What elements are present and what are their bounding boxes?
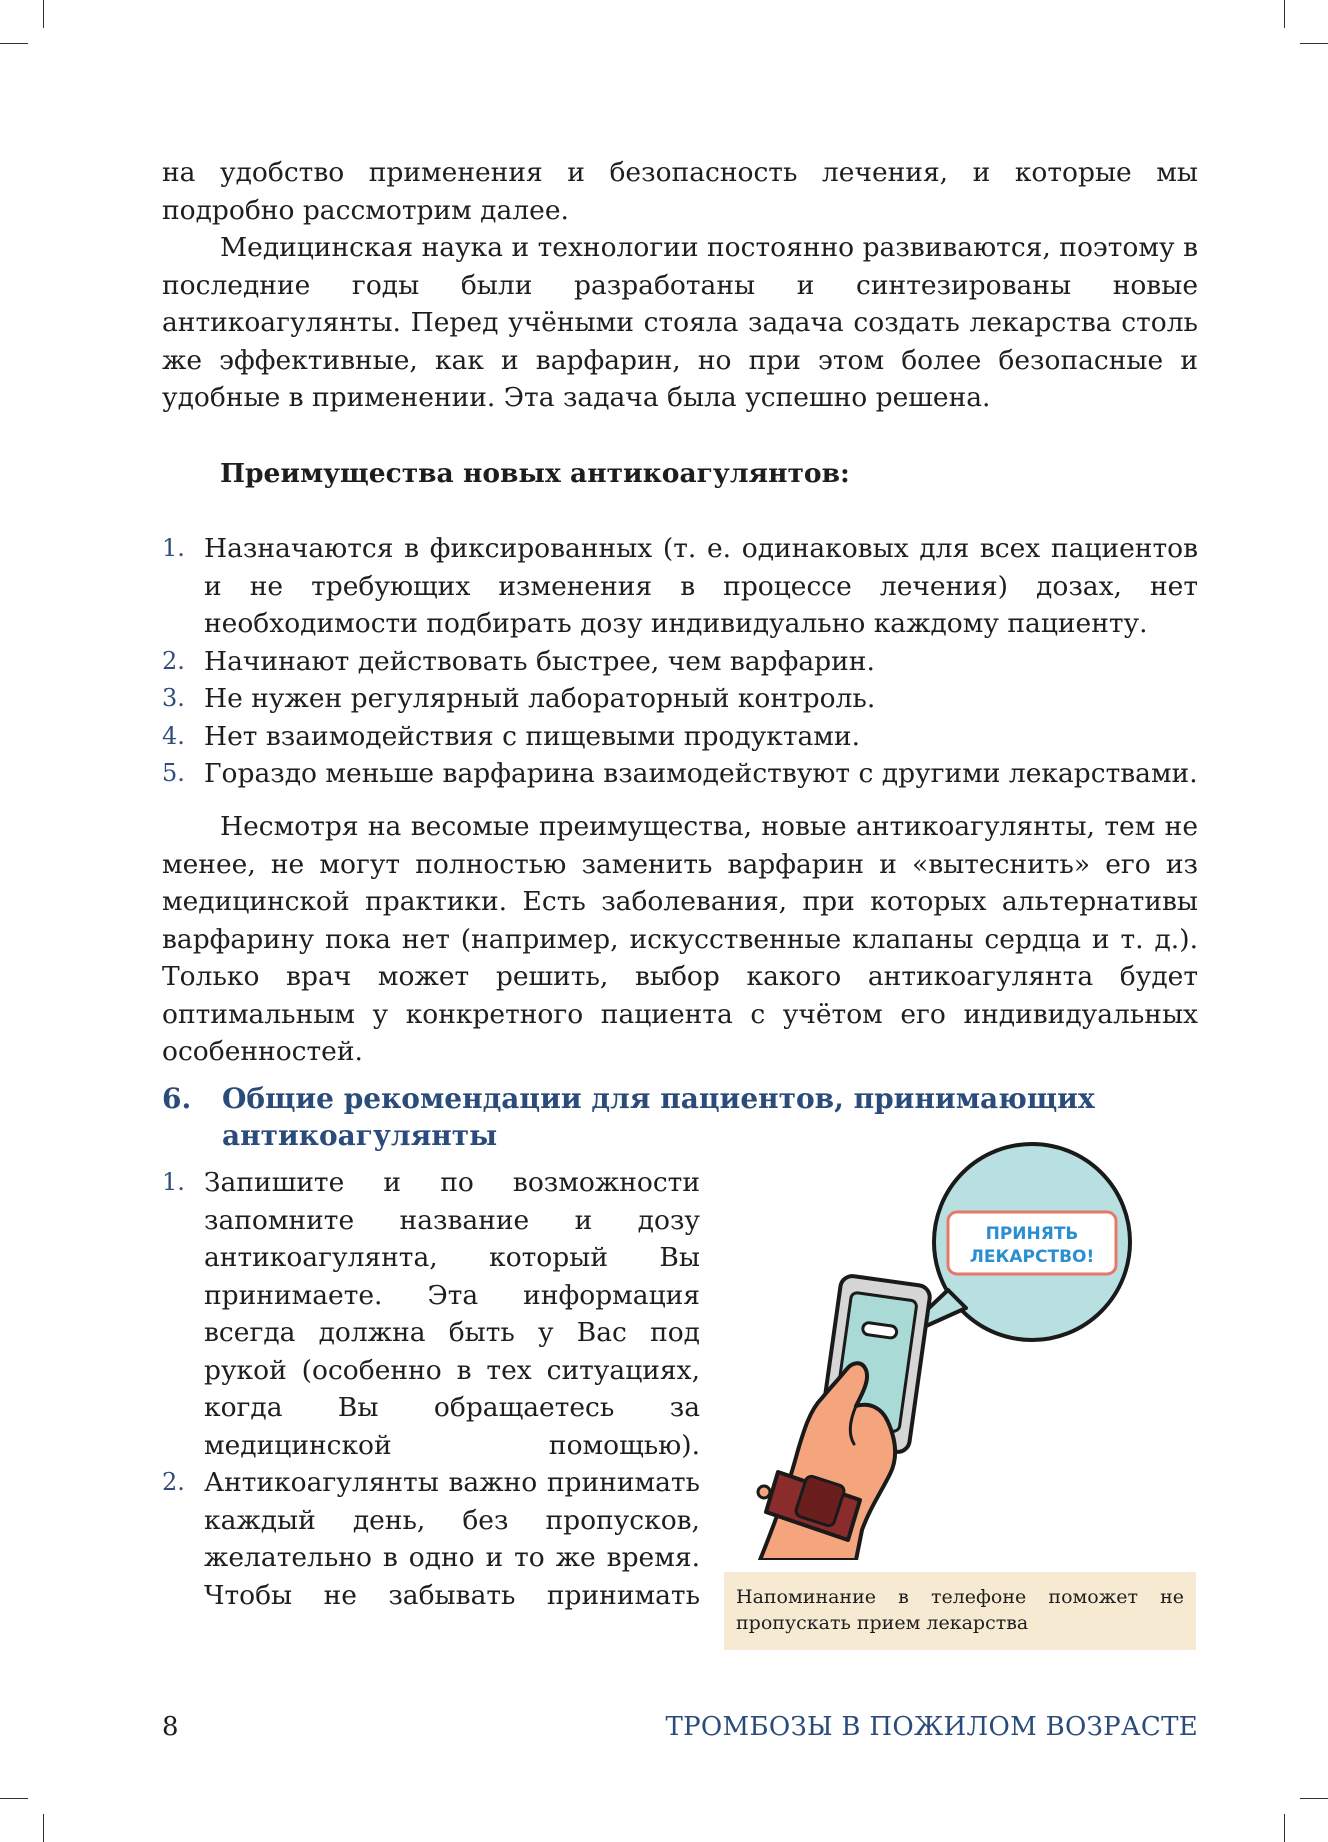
list-number: 3. — [162, 684, 185, 712]
list-item-text: Гораздо меньше варфарина взаимодействуют с другими лекарствами. — [204, 758, 1198, 789]
running-footer-title: ТРОМБОЗЫ В ПОЖИЛОМ ВОЗРАСТЕ — [665, 1712, 1198, 1742]
list-item — [162, 718, 1198, 756]
intro-paragraph-1: на удобство применения и безопасность лечения, и которые мы подробно рассмотрим далее. — [162, 157, 1198, 226]
list-item-text: Начинают действовать быстрее, чем варфарин. — [204, 645, 875, 677]
list-number: 4. — [162, 721, 185, 750]
list-item — [162, 680, 1198, 718]
list-item-text-end: помощью). — [548, 1429, 700, 1461]
closing-paragraph: Несмотря на весомые преимущества, новые антикоагулянты, тем не менее, не могут полностью заменить варфарин и «вытеснить» его из медицинской практики. Есть заболевания, при которых альтернативы варфарину пока нет (например, искусственные клапаны сердца и т. д.). Только врач может решить, выбор какого антикоагулянта будет оптимальным у конкретного пациента с учётом его индивидуальных особенностей. — [162, 811, 1198, 1067]
list-item — [162, 643, 1198, 681]
list-item-text: Назначаются в фиксированных (т. е. одинаковых для всех пациентов и не требующих изменения в процессе лечения) дозах, нет необходимости подбирать дозу индивидуально каждому пациенту. — [204, 533, 1198, 639]
intro-paragraph-2: Медицинская наука и технологии постоянно развиваются, поэтому в последние годы были разработаны и синтезированы новые антикоагулянты. Перед учёными стояла задача создать лекарства столь же эффективные, как и варфарин, но при этом более безопасные и удобные в применении. Эта задача была успешно решена. — [162, 232, 1198, 413]
list-item-text: Не нужен регулярный лабораторный контроль. — [204, 683, 876, 714]
phone-reminder-illustration — [720, 1140, 1200, 1560]
watch-clasp — [758, 1486, 770, 1498]
list-number: 1. — [162, 1168, 185, 1196]
list-number: 2. — [162, 1468, 185, 1496]
page-number: 8 — [162, 1712, 179, 1742]
list-item — [162, 755, 1198, 793]
reminder-text-line2: ЛЕКАРСТВО! — [969, 1247, 1095, 1267]
figure-caption: Напоминание в телефоне поможет не пропускать прием лекарства — [724, 1572, 1196, 1650]
advantages-list — [162, 530, 1198, 793]
reminder-text-line1: ПРИНЯТЬ — [985, 1224, 1079, 1244]
list-item-text: Запишите и по возможности запомните название и дозу антикоагулянта, который Вы принимаете. Эта информация всегда должна быть у Вас под рукой (особенно в тех ситуациях, когда Вы обращаетесь за медицинской — [204, 1167, 700, 1461]
section-title: Общие рекомендации для пациентов, принимающих антикоагулянты — [222, 1082, 1095, 1152]
list-item — [162, 1464, 700, 1614]
section-number: 6. — [162, 1082, 192, 1115]
list-item-text: Нет взаимодействия с пищевыми продуктами. — [204, 720, 860, 752]
advantages-heading: Преимущества новых антикоагулянтов: — [220, 458, 850, 489]
recommendations-list — [162, 1164, 700, 1614]
list-number: 1. — [162, 534, 185, 562]
list-number: 2. — [162, 646, 185, 675]
list-item — [162, 530, 1198, 643]
list-number: 5. — [162, 759, 185, 787]
notification-icon — [862, 1322, 897, 1339]
list-item-text: Антикоагулянты важно принимать каждый день, без пропусков, желательно в одно и то же время. Чтобы не забывать принимать — [204, 1467, 700, 1611]
list-item — [162, 1164, 700, 1464]
